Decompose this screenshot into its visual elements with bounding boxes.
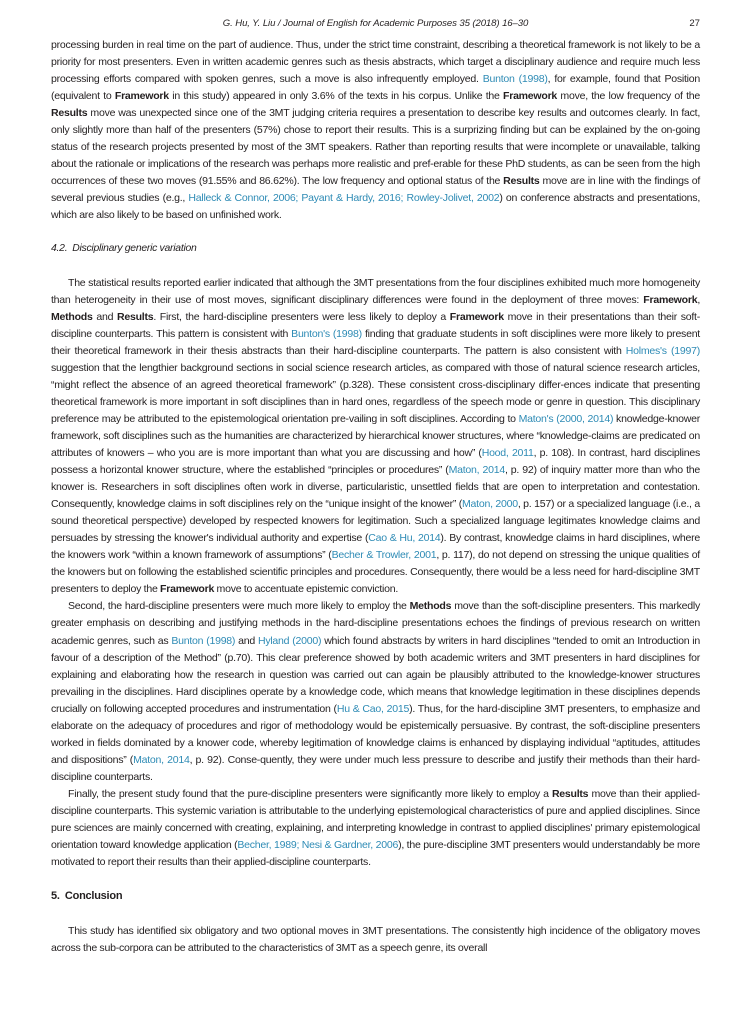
- text-run: , p. 117), do not depend on stressing the unique qualities of the knowers but on following the established scientific principles and procedures. Consequently, there would be a less need for hard-discipline 3MT presenters to deploy the: [51, 549, 700, 596]
- citation-link[interactable]: Bunton (1998): [482, 73, 548, 86]
- text-run: The statistical results reported earlier indicated that although the 3MT presentations from the four disciplines exhibited much more homogeneity than heterogeneity in their use of most moves, significant disciplinary differences were found in the deployment of three moves:: [51, 276, 700, 306]
- text-run: , p. 92). Conse-quently, they were under much less pressure to describe and justify their methods than their hard-discipline counterparts.: [51, 753, 700, 783]
- citation-link[interactable]: Bunton (1998): [171, 634, 236, 647]
- move-name-bold: Framework: [503, 90, 558, 103]
- text-run: ). By contrast, knowledge claims in hard disciplines, where the knowers work “within a known framework of assumptions” (: [51, 532, 700, 562]
- article-body: [51, 37, 700, 957]
- subsection-title: Disciplinary generic variation: [72, 242, 197, 254]
- paragraph: [51, 37, 700, 225]
- text-run: , for example, found that Position (equivalent to: [51, 73, 700, 103]
- citation-link[interactable]: Maton's (2000, 2014): [518, 412, 614, 425]
- section-heading: [51, 888, 700, 905]
- citation-link[interactable]: Holmes's (1997): [625, 344, 700, 357]
- text-run: ). Thus, for the hard-discipline 3MT presenters, to emphasize and elaborate on the adequacy of procedures and rigor of methodology would be epistemically persuasive. By contrast, the soft-discipline presenters worked in fields dominated by a knower code, whereby legitimation of knowledge claims is enhanced by displaying individual “aptitudes, attitudes and dispositions” (: [51, 702, 701, 766]
- paragraph: [51, 786, 700, 871]
- citation-link[interactable]: Cao & Hu, 2014: [368, 532, 441, 545]
- text-run: move was unexpected since one of the 3MT judging criteria requires a presentation to describe key results and outcomes clearly. In fact, only slightly more than half of the presenters (57%) chose to report their results. This is a surprizing finding but can be explained by the on-going status of the research projects presented by most of the 3MT speakers. Rather than reporting results that were incomplete or unavailable, talking about the rationale or implications of the research was perhaps more realistic and pref-erable for these PhD students, as can be seen from the high occurrences of these two moves (91.55% and 86.62%). The low frequency and optional status of the: [51, 107, 700, 188]
- text-run: suggestion that the lengthier background sections in social science research articles, as compared with those of natural science research articles, “might reflect the absence of an agreed theoretical framework” (p.328). These consistent cross-disciplinary differ-ences indicate that presenting theoretical framework is more important in soft disciplines than in hard ones, regardless of the speech mode or genre in question. This disciplinary preference may be attributed to the epistemological orientation pre-vailing in soft disciplines. According to: [51, 361, 700, 425]
- move-name-bold: Framework: [114, 90, 169, 103]
- text-run: move in their presentations than their soft-discipline counterparts. This pattern is consistent with: [51, 310, 700, 340]
- page-number: 27: [689, 18, 700, 29]
- text-run: Second, the hard-discipline presenters were much more likely to employ the: [68, 600, 410, 613]
- text-run: . First, the hard-discipline presenters were less likely to deploy a: [153, 310, 450, 323]
- move-name-bold: Framework: [643, 293, 698, 306]
- text-run: , p. 157) or a specialized language (i.e., a sound theoretical perspective) developed by respected knowers for legitimation. Such a specialized language legitimates knowledge claims and persuades by stressing the knower's individual authority and expertise (: [51, 498, 700, 545]
- text-run: move than the soft-discipline presenters. This markedly greater emphasis on describing and justifying methods in the hard-discipline presentations echoes the findings of previous research on written academic genres, such as: [51, 600, 701, 647]
- text-run: ,: [697, 293, 700, 306]
- section-number: 5.: [51, 890, 60, 903]
- text-run: in this study) appeared in only 3.6% of the texts in his corpus. Unlike the: [168, 90, 504, 103]
- citation-link[interactable]: Halleck & Connor, 2006; Payant & Hardy, 2016; Rowley-Jolivet, 2002: [188, 192, 500, 205]
- text-run: and: [92, 310, 117, 323]
- text-run: processing burden in real time on the part of audience. Thus, under the strict time constraint, describing a theoretical framework is not likely to be a priority for most presenters. Even in written academic genres such as thesis abstracts, which target a disciplinary audience and require much less processing efforts compared with spoken genres, such a move is also infrequently employed.: [51, 39, 700, 86]
- text-run: which found abstracts by writers in hard disciplines “tended to omit an Introduction in favour of a description of the Method” (p.70). This clear preference showed by both academic writers and 3MT presenters in hard disciplines for explaining and elaborating how the research in question was carried out can again be plausibly attributed to the knowledge-knower structures prevailing in the disciplines. Hard disciplines operate by a knowledge code, which means that knowledge legitimation in these disciplines depends crucially on following accepted procedures and instrumentation (: [51, 634, 700, 715]
- text-run: ), the pure-discipline 3MT presenters would understandably be more motivated to report their results than their applied-discipline counterparts.: [51, 839, 700, 869]
- text-run: , p. 92) of inquiry matter more than who the knower is. Researchers in soft disciplines often work in diverse, particularistic, unsettled fields that are open to interpretation and contestation. Consequently, knowledge claims in soft disciplines rely on the “unique insight of the knower” (: [51, 464, 700, 511]
- citation-link[interactable]: Maton, 2000: [462, 498, 518, 511]
- running-header: [51, 18, 700, 34]
- text-run: Finally, the present study found that the pure-discipline presenters were significantly more likely to employ a: [68, 787, 552, 800]
- text-run: finding that graduate students in soft disciplines were more likely to present their theoretical framework in their thesis abstracts than their hard-discipline counterparts. The pattern is also consistent with: [51, 327, 700, 357]
- text-run: move to accentuate epistemic conviction.: [214, 583, 399, 596]
- citation-link[interactable]: Hu & Cao, 2015: [336, 702, 410, 715]
- paragraph: [51, 598, 700, 786]
- conclusion-body: [51, 923, 700, 957]
- move-name-bold: Results: [551, 787, 589, 800]
- citation-link[interactable]: Maton, 2014: [448, 464, 505, 477]
- subsection-heading: [51, 240, 700, 257]
- text-run: move are in line with the findings of several previous studies (e.g.,: [51, 175, 701, 205]
- section-title: Conclusion: [64, 890, 123, 903]
- text-run: knowledge-knower framework, soft disciplines such as the humanities are characterized by hierarchical knower structures, where “knowledge-claims are predicated on attributes of knowers – who you are is more important than what you are discussing and how” (: [51, 412, 700, 459]
- citation-link[interactable]: Bunton's (1998): [291, 327, 362, 340]
- paragraph: [51, 923, 700, 957]
- section-4-2-body: [51, 275, 700, 872]
- text-run: move, the low frequency of the: [557, 90, 700, 103]
- text-run: and: [235, 634, 258, 647]
- subsection-number: 4.2.: [51, 242, 68, 254]
- paragraph: [51, 275, 700, 599]
- text-run: ) on conference abstracts and presentations, which are also likely to be based on unfinished work.: [51, 192, 701, 222]
- move-name-bold: Methods: [51, 310, 93, 323]
- citation-link[interactable]: Hood, 2011: [481, 446, 534, 459]
- text-run: This study has identified six obligatory and two optional moves in 3MT presentations. The consistently high incidence of the obligatory moves across the sub-corpora can be attributed to the characteristics of 3MT as a speech genre, its overall: [51, 925, 700, 955]
- section-4-1-continuation: [51, 37, 700, 225]
- running-title: G. Hu, Y. Liu / Journal of English for Academic Purposes 35 (2018) 16–30: [222, 18, 529, 29]
- text-run: move than their applied-discipline counterparts. This systemic variation is attributable to the underlying epistemological characteristics of pure and applied disciplines. Since pure sciences are mainly concerned with creating, explaining, and interpreting knowledge in contrast to applied disciplines' primary epistemological orientation toward knowledge application (: [51, 787, 700, 852]
- move-name-bold: Methods: [409, 600, 452, 613]
- citation-link[interactable]: Becher & Trowler, 2001: [331, 549, 437, 562]
- move-name-bold: Framework: [449, 310, 504, 323]
- move-name-bold: Results: [51, 107, 88, 120]
- move-name-bold: Results: [503, 175, 540, 188]
- citation-link[interactable]: Becher, 1989; Nesi & Gardner, 2006: [237, 839, 399, 852]
- move-name-bold: Framework: [160, 583, 215, 596]
- text-run: , p. 108). In contrast, hard disciplines possess a horizontal knower structure, where the established “principles or procedures” (: [51, 446, 700, 477]
- citation-link[interactable]: Hyland (2000): [257, 634, 322, 647]
- citation-link[interactable]: Maton, 2014: [133, 753, 190, 766]
- move-name-bold: Results: [116, 310, 154, 323]
